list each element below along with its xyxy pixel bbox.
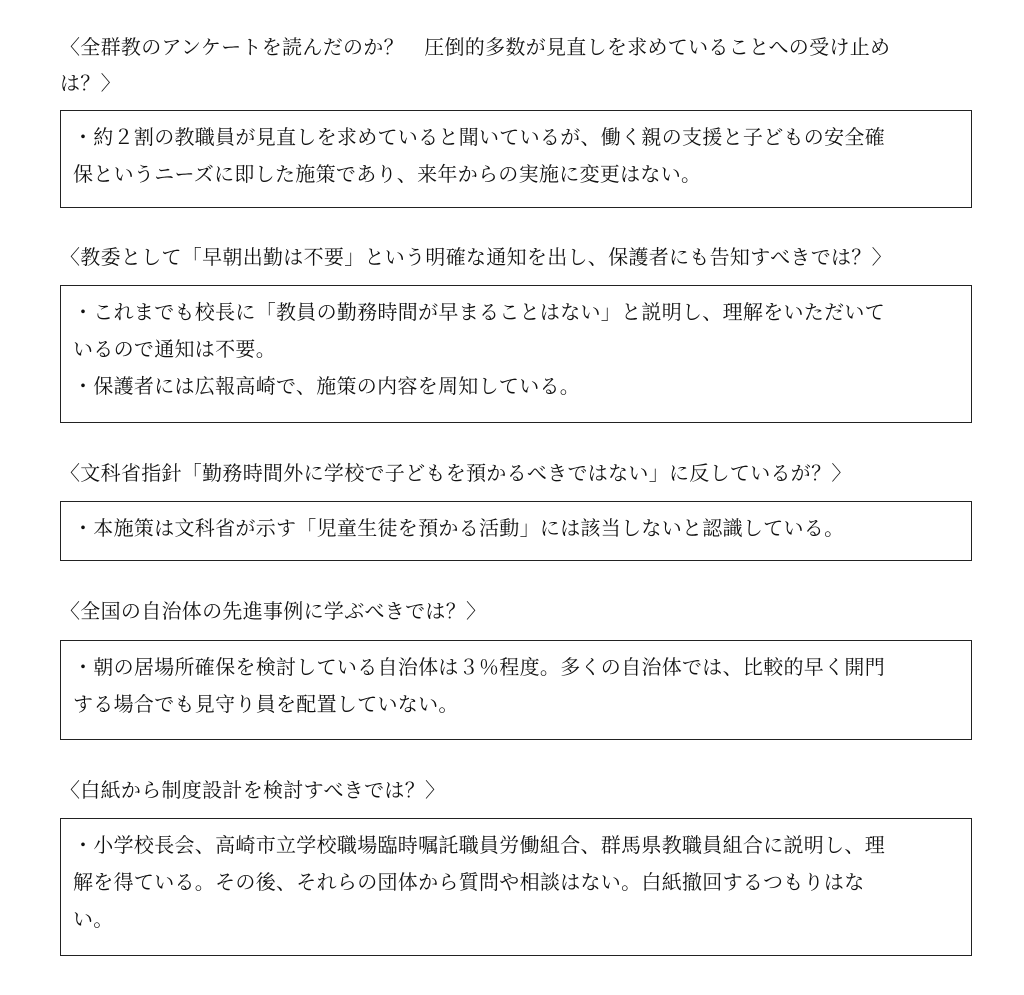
question-5: 〈白紙から制度設計を検討すべきでは？〉: [60, 778, 446, 802]
question-3: 〈文科省指針「勤務時間外に学校で子どもを預かるべきではない」に反しているが？〉: [60, 461, 852, 485]
question-2: 〈教委として「早朝出勤は不要」という明確な通知を出し、保護者にも告知すべきでは？〉: [60, 245, 892, 269]
answer-2-line-1: ・これまでも校長に「教員の勤務時間が早まることはない」と説明し、理解をいただいて: [73, 300, 885, 324]
question-1: 〈全群教のアンケートを読んだのか？ 圧倒的多数が見直しを求めていることへの受け止め は？〉: [60, 35, 891, 95]
answer-3-line-1: ・本施策は文科省が示す「児童生徒を預かる活動」には該当しないと認識している。: [73, 516, 845, 540]
answer-1-line-1: ・約２割の教職員が見直しを求めていると聞いているが、働く親の支援と子どもの安全確: [73, 125, 885, 149]
answer-box-3: [60, 501, 972, 561]
answer-5-line-2: 解を得ている。その後、それらの団体から質問や相談はない。白紙撤回するつもりはな: [73, 870, 865, 894]
answer-box-4: [60, 640, 972, 740]
answer-4-line-2: する場合でも見守り員を配置していない。: [73, 692, 459, 716]
answer-4-line-1: ・朝の居場所確保を検討している自治体は３％程度。多くの自治体では、比較的早く開門: [73, 655, 885, 679]
answer-box-1: [60, 110, 972, 208]
answer-box-2: [60, 285, 972, 423]
answer-2-line-3: ・保護者には広報高崎で、施策の内容を周知している。: [73, 374, 581, 398]
answer-box-5: [60, 818, 972, 956]
answer-1-line-2: 保というニーズに即した施策であり、来年からの実施に変更はない。: [73, 162, 702, 186]
answer-5-line-3: い。: [73, 907, 114, 931]
answer-2-line-2: いるので通知は不要。: [73, 337, 276, 361]
question-4: 〈全国の自治体の先進事例に学ぶべきでは？〉: [60, 599, 487, 623]
answer-5-line-1: ・小学校長会、高崎市立学校職場臨時嘱託職員労働組合、群馬県教職員組合に説明し、理: [73, 833, 885, 857]
